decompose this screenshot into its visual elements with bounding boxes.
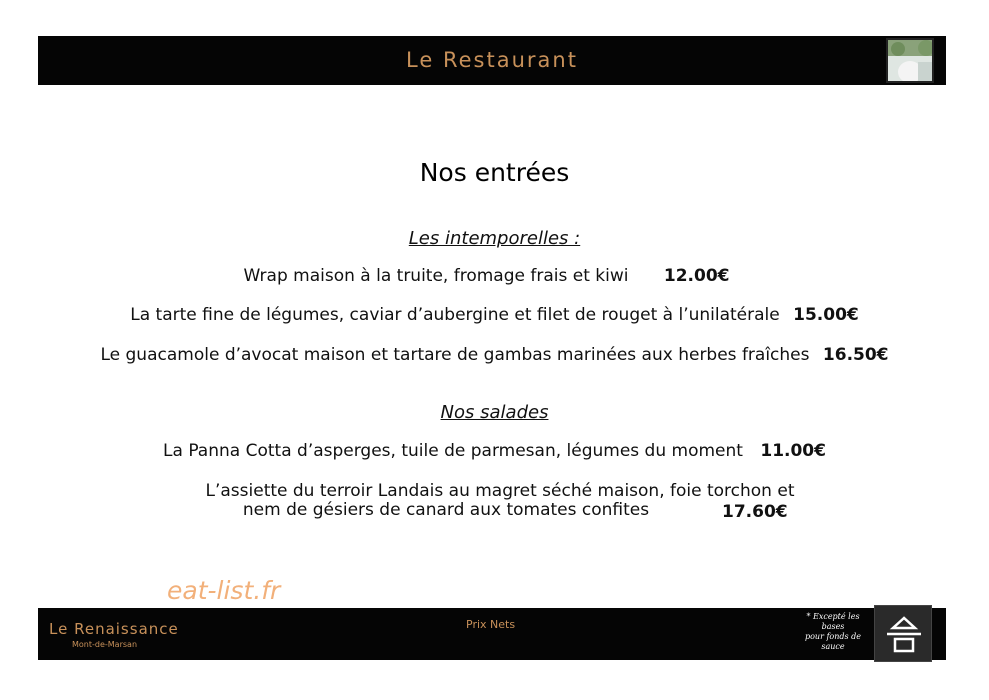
menu-item bbox=[0, 305, 989, 325]
footer-prix-nets: Prix Nets bbox=[466, 618, 516, 631]
dish-name: La Panna Cotta d’asperges, tuile de parmesan, légumes du moment bbox=[163, 441, 743, 461]
dish-name: Le guacamole d’avocat maison et tartare de gambas marinées aux herbes fraîches bbox=[100, 345, 810, 365]
section-title: Nos entrées bbox=[419, 158, 570, 187]
footer-city: Mont-de-Marsan bbox=[72, 640, 138, 649]
dish-price: 11.00€ bbox=[760, 441, 826, 461]
renaissance-logo-icon bbox=[874, 605, 932, 662]
restaurant-photo bbox=[886, 38, 934, 83]
menu-item bbox=[0, 266, 981, 286]
dish-price: 15.00€ bbox=[793, 305, 859, 325]
watermark: eat-list.fr bbox=[167, 576, 281, 605]
footer-brand: Le Renaissance bbox=[49, 620, 179, 638]
dish-price: 12.00€ bbox=[663, 266, 730, 286]
dish-name: La tarte fine de légumes, caviar d’aubergine et filet de rouget à l’unilatérale bbox=[130, 305, 780, 325]
footer-note: * Excepté les bases pour fonds de sauce bbox=[804, 612, 861, 651]
dish-name-line2: nem de gésiers de canard aux tomates confites bbox=[242, 500, 650, 520]
header-bar bbox=[38, 36, 946, 85]
footer-bar bbox=[38, 608, 946, 660]
header-title: Le Restaurant bbox=[406, 48, 578, 72]
dish-name: Wrap maison à la truite, fromage frais et kiwi bbox=[243, 266, 629, 286]
group-heading-salades: Nos salades bbox=[440, 402, 549, 423]
group-heading-intemporelles: Les intemporelles : bbox=[408, 228, 581, 249]
menu-item bbox=[0, 345, 989, 365]
dish-price: 17.60€ bbox=[722, 502, 788, 522]
menu-item bbox=[0, 441, 989, 461]
dish-price: 16.50€ bbox=[822, 345, 889, 365]
dish-name-line1: L’assiette du terroir Landais au magret séché maison, foie torchon et bbox=[205, 481, 795, 501]
